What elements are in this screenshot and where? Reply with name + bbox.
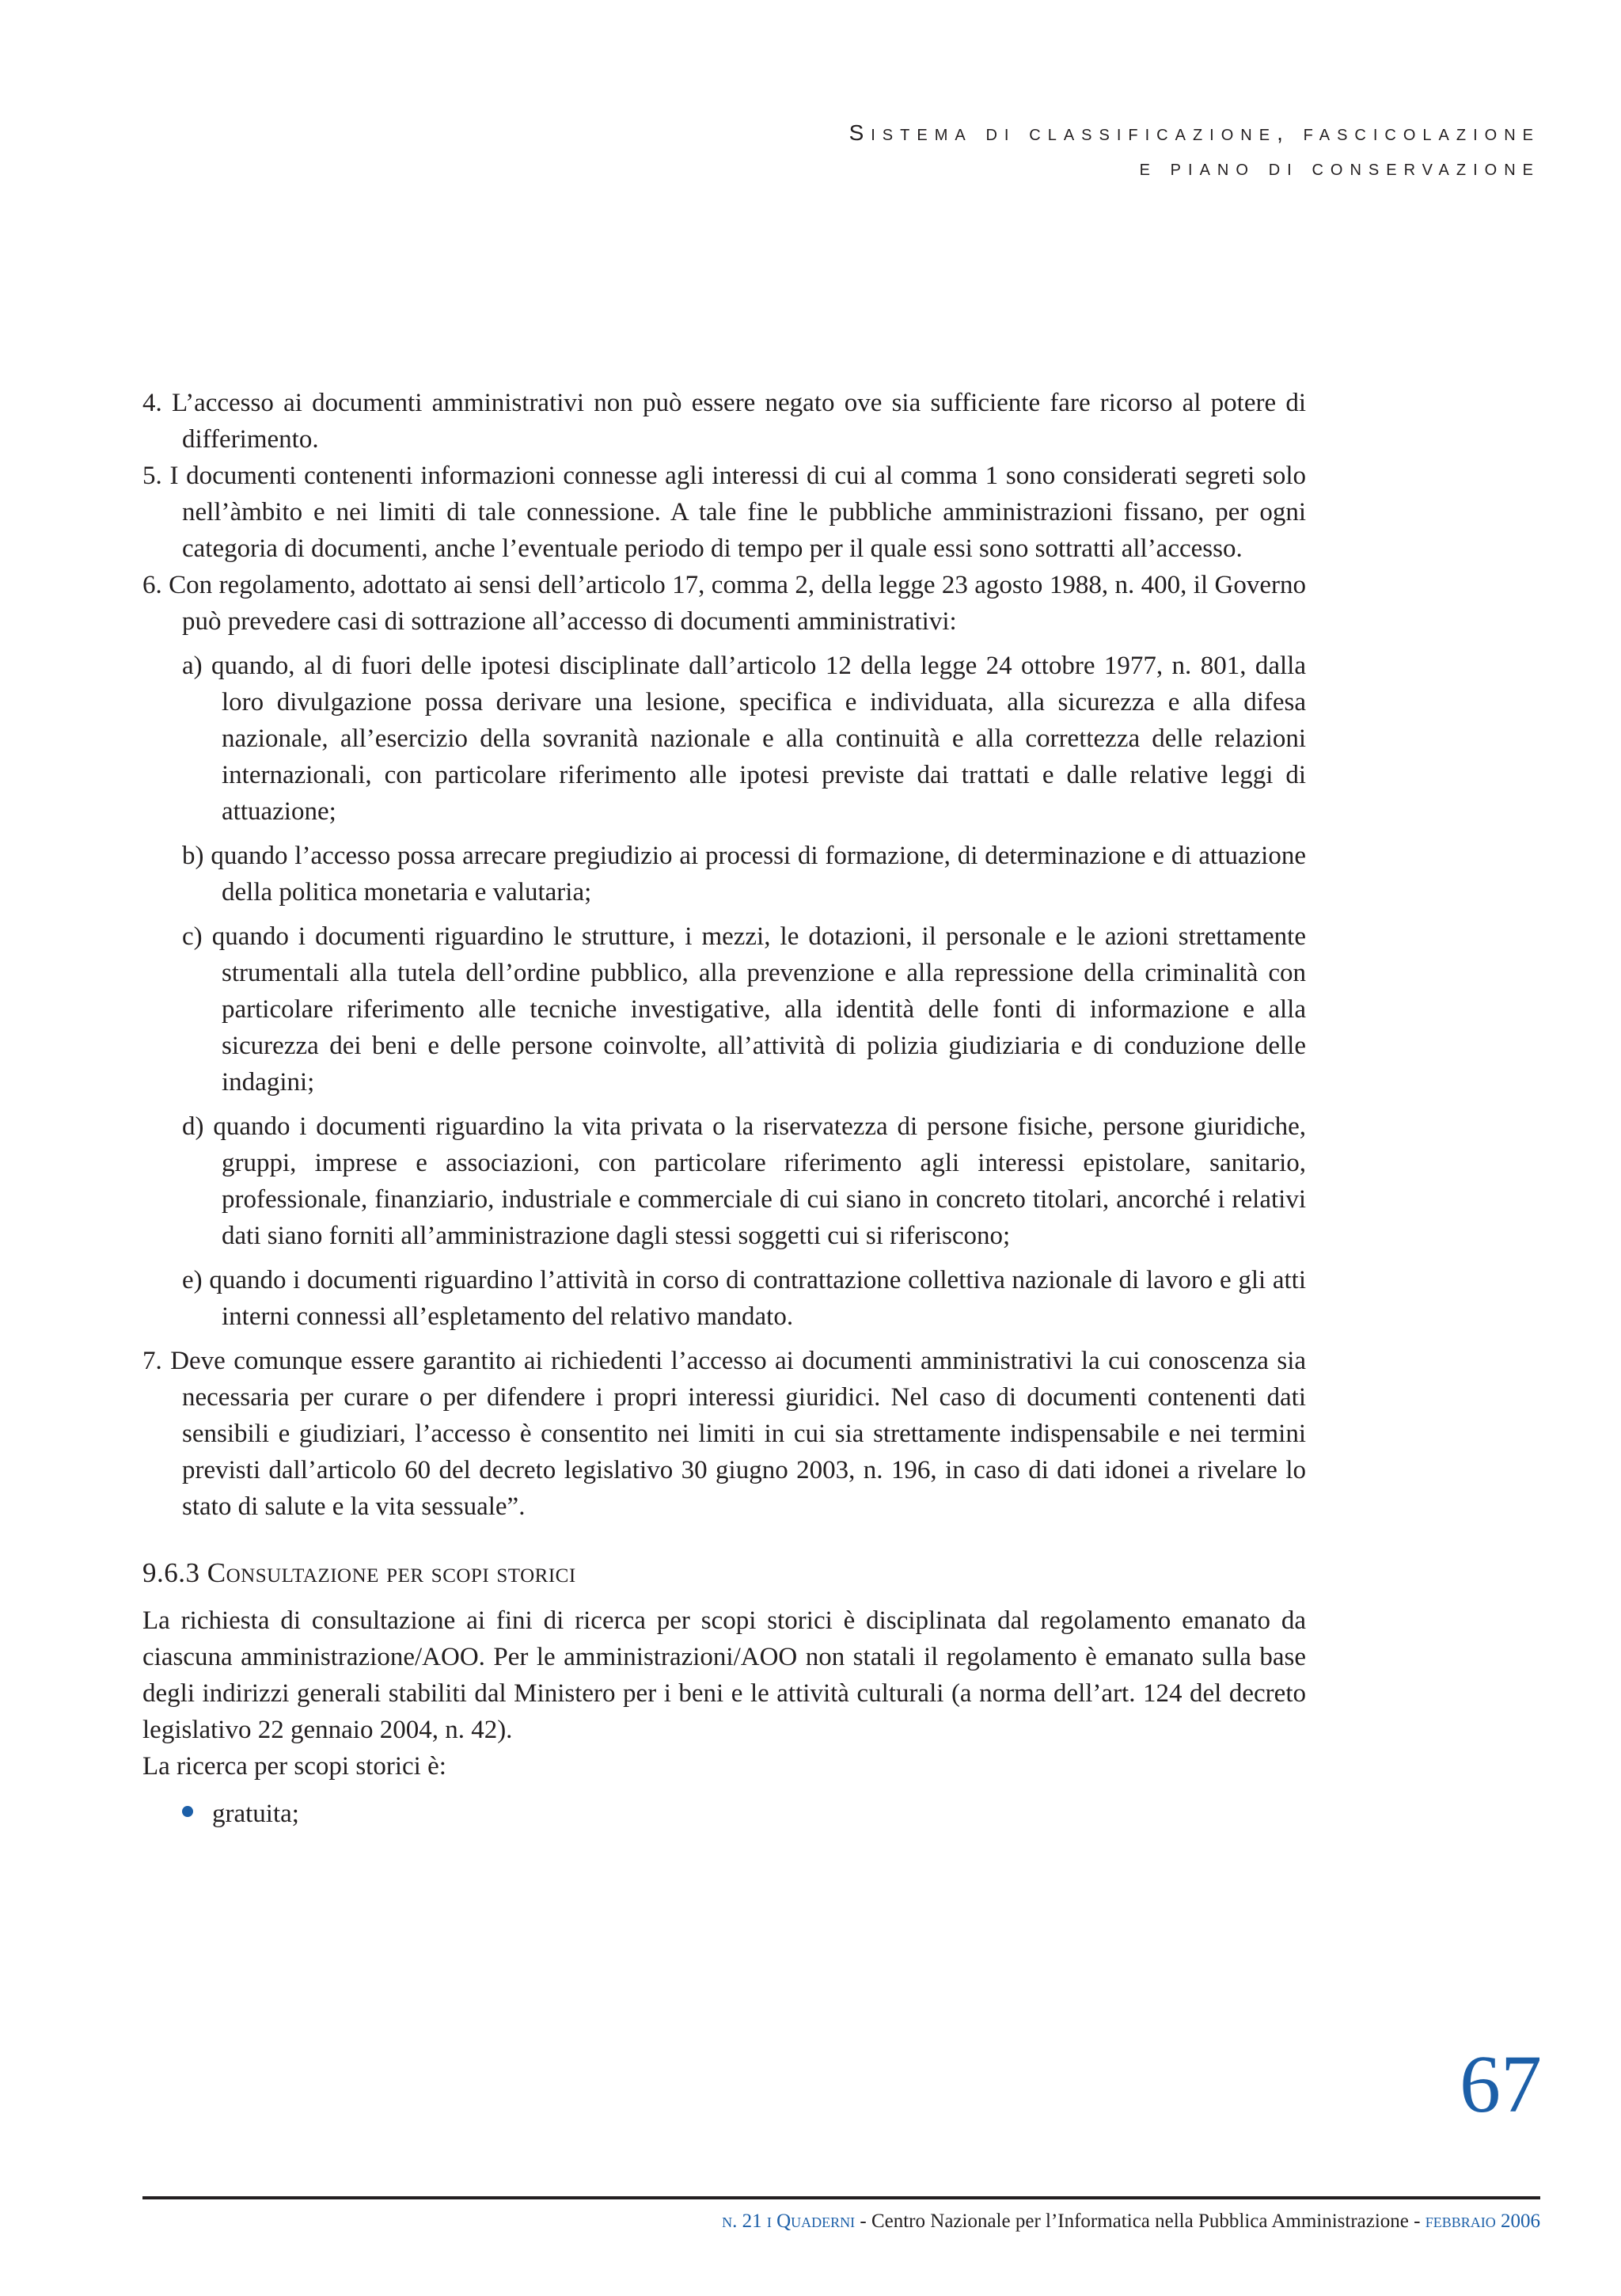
footer-date: febbraio 2006 — [1425, 2210, 1540, 2232]
section-number: 9.6.3 — [142, 1557, 207, 1588]
section-paragraph: La richiesta di consultazione ai fini di ricerca per scopi storici è disciplinata dal regolamento emanato da ciascuna amministrazione/AOO. Per le amministrazioni/AOO non statali il regolamento è emanato sulla base degli indirizzi generali stabiliti dal Ministero per i beni e le attività culturali (a norma dell’art. 124 del decreto legislativo 22 gennaio 2004, n. 42). — [142, 1606, 1306, 1744]
sub-item-letter: b) — [182, 842, 211, 870]
list-item-7 — [142, 1343, 1306, 1525]
section-heading — [142, 1555, 1306, 1591]
header-line-1 — [353, 116, 1540, 150]
item-text: Deve comunque essere garantito ai richiedenti l’accesso ai documenti amministrativi la cui conoscenza sia necessaria per curare o per difendere i propri interessi giuridici. Nel caso di documenti contenenti dati sensibili e giudiziari, l’accesso è consentito nei limiti in cui sia strettamente indispensabile e nei termini previsti dall’articolo 60 del decreto legislativo 30 giugno 2003, n. 196, in caso di dati idonei a rivelare lo stato di salute e la vita sessuale”. — [170, 1347, 1307, 1521]
item-number: 4. — [142, 389, 172, 417]
sub-item-b — [182, 838, 1306, 910]
item-text: L’accesso ai documenti amministrativi non può essere negato ove sia sufficiente fare ricorso al potere di differimento. — [171, 389, 1307, 454]
sub-item-letter: d) — [182, 1112, 214, 1141]
sub-item-text: quando, al di fuori delle ipotesi disciplinate dall’articolo 12 della legge 24 ottobre 1977, n. 801, dalla loro divulgazione possa derivare una lesione, specifica e individuata, alla sicurezza e alla difesa nazionale, all’esercizio della sovranità nazionale e alla continuità e alla correttezza delle relazioni internazionali, con particolare riferimento alle ipotesi previste dai trattati e dalle relative leggi di attuazione; — [211, 652, 1306, 826]
header-line-1-text: Sistema di classificazione, fascicolazione — [848, 120, 1540, 145]
section-intro: La ricerca per scopi storici è: — [142, 1752, 446, 1781]
item-number: 6. — [142, 571, 169, 599]
footer — [722, 2210, 1540, 2233]
sub-item-text: quando i documenti riguardino la vita privata o la riservatezza di persone fisiche, persone giuridiche, gruppi, imprese e associazioni, con particolare riferimento agli interessi epistolare, sanitario, professionale, finanziario, industriale e commerciale di cui siano in concreto titolari, ancorché i relativi dati siano forniti all’amministrazione dagli stessi soggetti cui si riferiscono; — [213, 1112, 1306, 1250]
footer-publisher: Centro Nazionale per l’Informatica nella Pubblica Amministrazione — [871, 2210, 1409, 2232]
sub-item-letter: a) — [182, 652, 212, 680]
item-number: 7. — [142, 1347, 171, 1375]
footer-separator: - — [855, 2210, 871, 2232]
header-line-2 — [353, 150, 1540, 185]
item-text: I documenti contenenti informazioni connesse agli interessi di cui al comma 1 sono considerati segreti solo nell’àmbito e nei limiti di tale connessione. A tale fine le pubbliche amministrazioni fissano, per ogni categoria di documenti, anche l’eventuale periodo di tempo per il quale essi sono sottratti all’accesso. — [169, 462, 1306, 563]
list-item-4 — [142, 385, 1306, 458]
sub-item-text: quando i documenti riguardino l’attività in corso di contrattazione collettiva nazionale di lavoro e gli atti interni connessi all’espletamento del relativo mandato. — [209, 1266, 1306, 1331]
list-item-6 — [142, 567, 1306, 640]
sub-item-text: quando i documenti riguardino le strutture, i mezzi, le dotazioni, il personale e le azioni strettamente strumentali alla tutela dell’ordine pubblico, alla prevenzione e alla repressione della criminalità con particolare riferimento alle tecniche investigative, alla identità delle fonti di informazione e alla sicurezza dei beni e delle persone coinvolte, all’attività di polizia giudiziaria e di conduzione delle indagini; — [211, 922, 1306, 1097]
footer-divider — [142, 2196, 1540, 2199]
item-number: 5. — [142, 462, 170, 490]
sub-item-text: quando l’accesso possa arrecare pregiudizio ai processi di formazione, di determinazione e di attuazione della politica monetaria e valutaria; — [211, 842, 1306, 907]
footer-issue: n. 21 i Quaderni — [722, 2210, 856, 2232]
footer-separator: - — [1408, 2210, 1425, 2232]
list-item-5 — [142, 458, 1306, 567]
section-title: Consultazione per scopi storici — [207, 1557, 576, 1588]
header-line-2-text: e piano di conservazione — [1139, 155, 1540, 180]
sub-item-c — [182, 918, 1306, 1100]
sub-item-d — [182, 1108, 1306, 1254]
bullet-icon — [182, 1806, 193, 1817]
body-text — [142, 385, 1306, 1832]
page-number: 67 — [1460, 2039, 1542, 2130]
bullet-text: gratuita; — [212, 1800, 299, 1828]
sub-item-e — [182, 1262, 1306, 1335]
sub-item-letter: e) — [182, 1266, 210, 1294]
running-header — [353, 116, 1540, 185]
sub-item-letter: c) — [182, 922, 212, 951]
item-text: Con regolamento, adottato ai sensi dell’articolo 17, comma 2, della legge 23 agosto 1988, n. 400, il Governo può prevedere casi di sottrazione all’accesso di documenti amministrativi: — [169, 571, 1306, 636]
bullet-item — [142, 1796, 1306, 1832]
sub-item-a — [182, 648, 1306, 830]
